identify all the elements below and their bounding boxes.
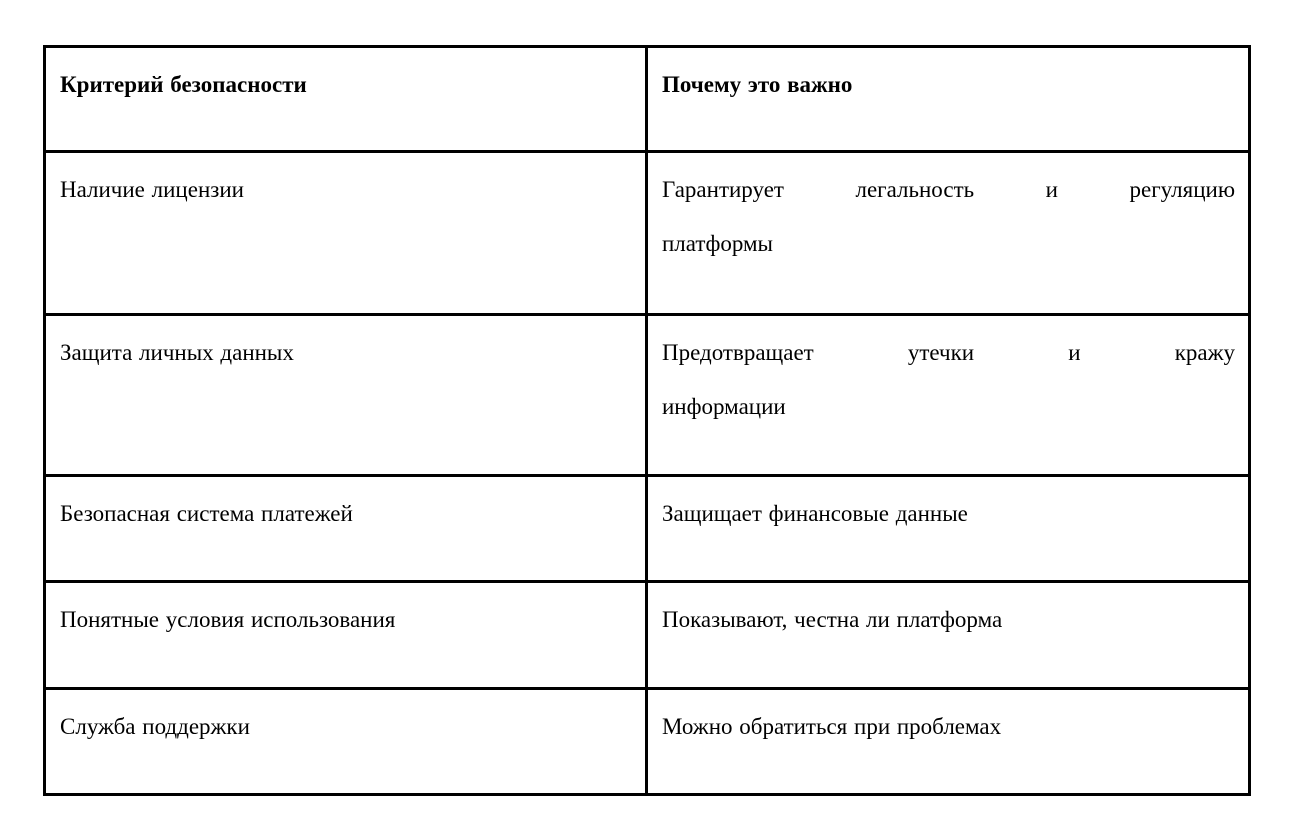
reason-line: Можно обратиться при проблемах [662,714,1002,739]
reason-line: платформы [662,231,774,256]
reason-line: Показывают, честна ли платформа [662,607,1003,632]
table-row [45,689,1250,795]
reason-line: информации [662,394,786,419]
reason-cell [647,476,1250,582]
header-cell-reason: Почему это важно [647,47,1250,152]
table-row [45,152,1250,315]
reason-cell [647,689,1250,795]
criterion-cell: Понятные условия использования [45,582,647,689]
header-row [45,47,1250,152]
table-row [45,315,1250,476]
table-body [45,152,1250,795]
safety-criteria-table [43,45,1251,796]
reason-line: Защищает финансовые данные [662,501,968,526]
reason-cell [647,582,1250,689]
criterion-cell: Защита личных данных [45,315,647,476]
criterion-cell: Служба поддержки [45,689,647,795]
reason-line: Гарантирует легальность и регуляцию [662,177,1235,202]
criterion-cell: Безопасная система платежей [45,476,647,582]
table-row [45,476,1250,582]
table-header [45,47,1250,152]
reason-line: Предотвращает утечки и кражу [662,340,1235,365]
header-cell-criterion: Критерий безопасности [45,47,647,152]
reason-cell [647,152,1250,315]
table-row [45,582,1250,689]
reason-cell [647,315,1250,476]
criterion-cell: Наличие лицензии [45,152,647,315]
